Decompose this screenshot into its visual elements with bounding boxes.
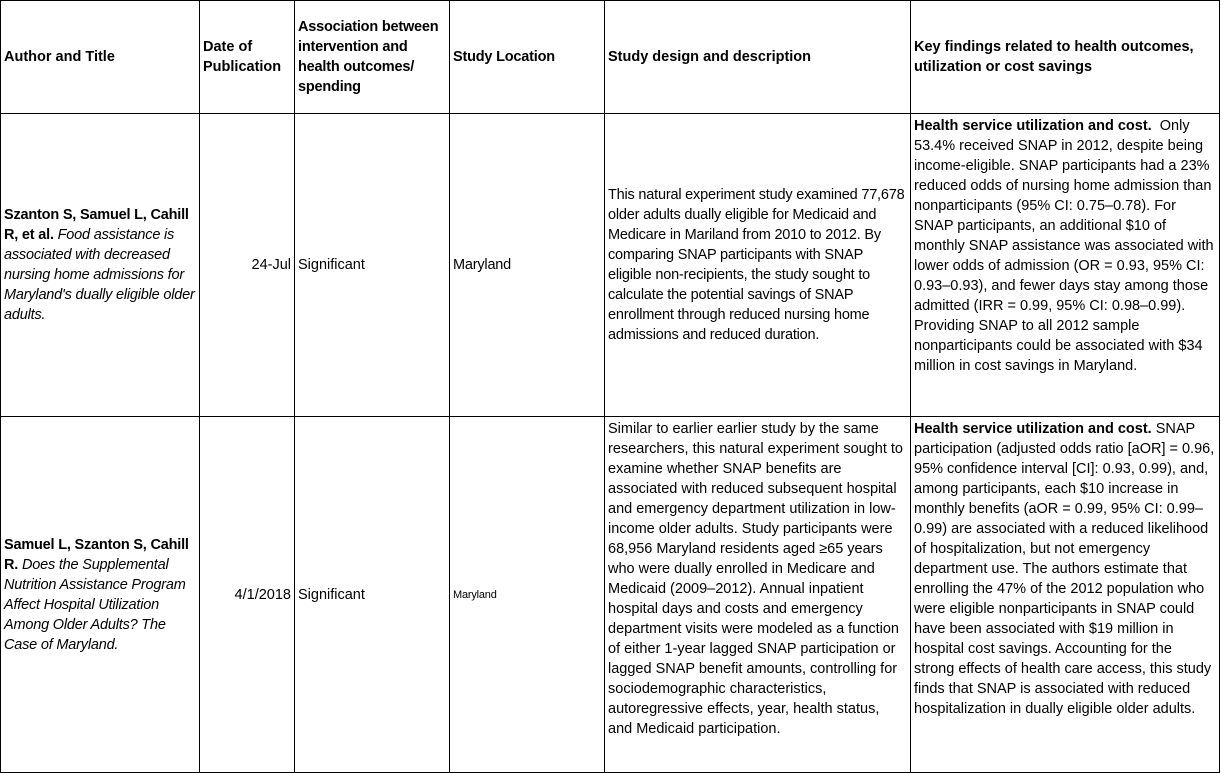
header-row [1,1,1220,114]
header-association: Association between intervention and health outcomes/ spending [295,1,450,114]
findings-cell [911,417,1220,773]
date-cell: 4/1/2018 [200,417,295,773]
authors: Szanton S, Samuel L, Cahill R, et al. [4,207,189,243]
header-date: Date of Publication [200,1,295,114]
findings-cell [911,114,1220,417]
location-cell: Maryland [450,417,605,773]
header-location: Study Location [450,1,605,114]
author-title-cell [1,417,200,773]
design-cell: This natural experiment study examined 77,678 older adults dually eligible for Medicaid and Medicare in Mariland from 2010 to 2012. By comparing SNAP participants with SNAP eligible non-recipients, the study sought to calculate the potential savings of SNAP enrollment through reduced nursing home admissions and reduced duration. [605,114,911,417]
study-title: Does the Supplemental Nutrition Assistance Program Affect Hospital Utilization Among Older Adults? The Case of Maryland. [4,556,186,653]
findings-lead: Health service utilization and cost. [914,118,1152,134]
date-cell: 24-Jul [200,114,295,417]
findings-text: SNAP participation (adjusted odds ratio [aOR] = 0.96, 95% confidence interval [CI]: 0.93, 0.99), and, among participants, each $10 increase in monthly benefits (aOR = 0.99, 95% CI: 0.99–0.99) are associated with a reduced likelihood of hospitalization, but not emergency department use. The authors estimate that enrolling the 47% of the 2012 population who were eligible nonparticipants in SNAP could have been associated with $19 million in hospital cost savings. Accounting for the strong effects of health care access, this study finds that SNAP is associated with reduced hospitalization in dually eligible older adults. [914,421,1215,717]
author-title-cell [1,114,200,417]
table-row [1,417,1220,773]
header-findings: Key findings related to health outcomes, utilization or cost savings [911,1,1220,114]
findings-text: Only 53.4% received SNAP in 2012, despite being income-eligible. SNAP participants had a 23% reduced odds of nursing home admission than nonparticipants (95% CI: 0.75–0.78). For SNAP participants, an additional $10 of monthly SNAP assistance was associated with lower odds of admission (OR = 0.93, 95% CI: 0.93–0.93), and fewer days stay among those admitted (IRR = 0.99, 95% CI: 0.98–0.99). Providing SNAP to all 2012 sample nonparticipants could be associated with $34 million in cost savings in Maryland. [914,118,1214,374]
header-author-title: Author and Title [1,1,200,114]
table-row [1,114,1220,417]
association-cell: Significant [295,417,450,773]
authors: Samuel L, Szanton S, Cahill R. [4,536,189,573]
findings-lead: Health service utilization and cost. [914,421,1152,437]
location-cell: Maryland [450,114,605,417]
design-cell: Similar to earlier earlier study by the same researchers, this natural experiment sought to examine whether SNAP benefits are associated with reduced subsequent hospital and emergency department utilization in low-income older adults. Study participants were 68,956 Maryland residents aged ≥65 years who were dually enrolled in Medicare and Medicaid (2009–2012). Annual inpatient hospital days and costs and emergency department visits were modeled as a function of either 1-year lagged SNAP participation or lagged SNAP benefit amounts, controlling for sociodemographic characteristics, autoregressive effects, year, health status, and Medicaid participation. [605,417,911,773]
study-title: Food assistance is associated with decreased nursing home admissions for Maryland's dually eligible older adults. [4,227,195,323]
header-design: Study design and description [605,1,911,114]
association-cell: Significant [295,114,450,417]
